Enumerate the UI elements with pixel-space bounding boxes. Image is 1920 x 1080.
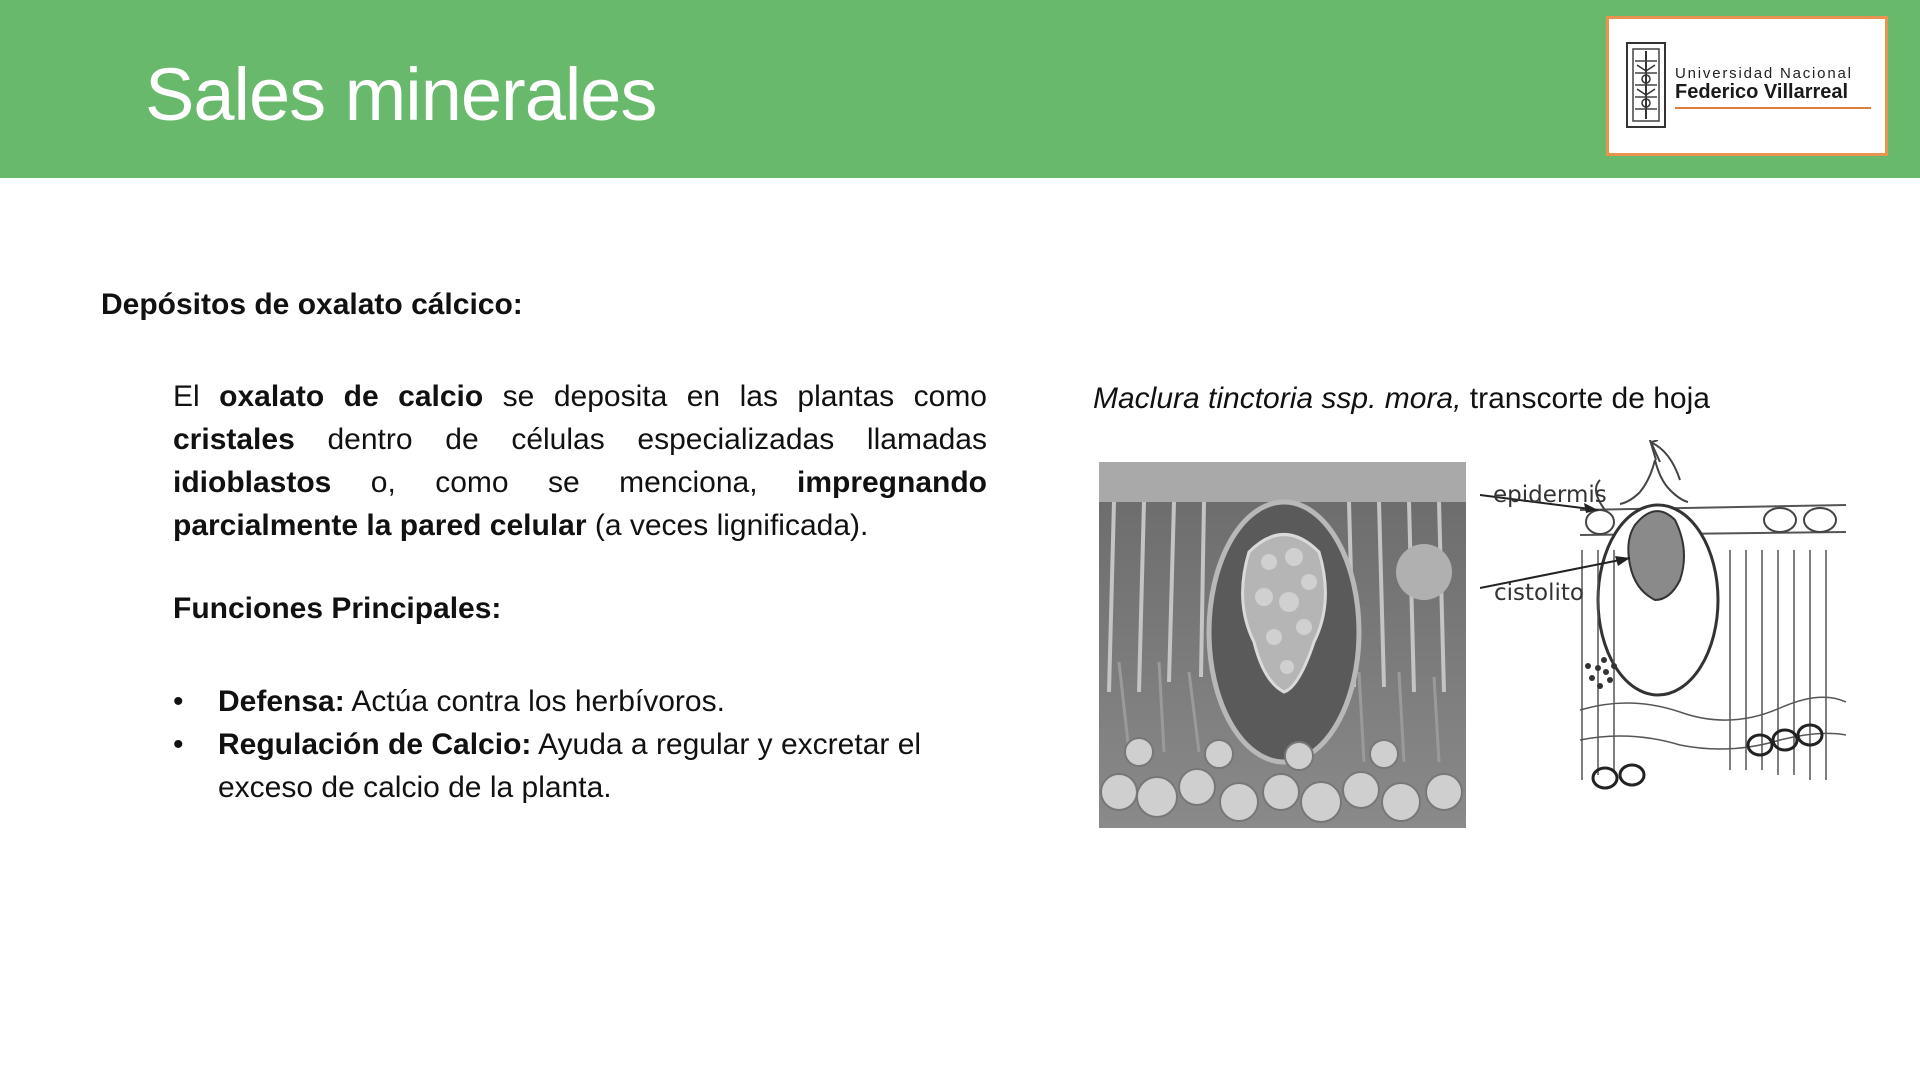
paragraph-text: El (173, 380, 220, 413)
figure-caption (1093, 382, 1710, 416)
cistolito-label: cistolito (1494, 580, 1584, 606)
functions-list (173, 680, 993, 809)
paragraph-text: dentro de células especializadas llamadas (294, 423, 987, 456)
paragraph-text: o, como se menciona, (331, 466, 797, 499)
list-item-text: Ayuda a regular y excretar el exceso de calcio de la planta. (218, 728, 922, 804)
list-item (173, 680, 993, 723)
university-logo (1606, 16, 1888, 156)
description-paragraph (173, 375, 987, 547)
section-heading: Depósitos de oxalato cálcico: (101, 288, 523, 321)
functions-heading: Funciones Principales: (173, 592, 502, 625)
micrograph-image (1099, 462, 1466, 828)
list-item-label: Defensa: (218, 685, 345, 718)
list-item-text: Actúa contra los herbívoros. (344, 685, 725, 718)
paragraph-bold-term: oxalato de calcio (219, 380, 484, 413)
paragraph-text: (a veces lignificada). (586, 509, 869, 542)
university-emblem-icon (1625, 41, 1667, 129)
logo-text-line2: Federico Villarreal (1675, 81, 1849, 103)
slide-title: Sales minerales (145, 53, 657, 136)
paragraph-text: se deposita en las plantas como (483, 380, 987, 413)
caption-description: transcorte de hoja (1461, 382, 1710, 415)
caption-species: Maclura tinctoria ssp. mora, (1093, 382, 1462, 415)
paragraph-bold-term: cristales (173, 423, 295, 456)
epidermis-label: epidermis (1493, 482, 1607, 508)
list-item-label: Regulación de Calcio: (218, 728, 532, 761)
logo-underline (1675, 107, 1871, 109)
list-item (173, 723, 993, 809)
paragraph-bold-term: idioblastos (173, 466, 332, 499)
logo-text-line1: Universidad Nacional (1675, 65, 1853, 82)
paragraph-bold-term: impregnando parcialmente la pared celular (173, 466, 987, 542)
